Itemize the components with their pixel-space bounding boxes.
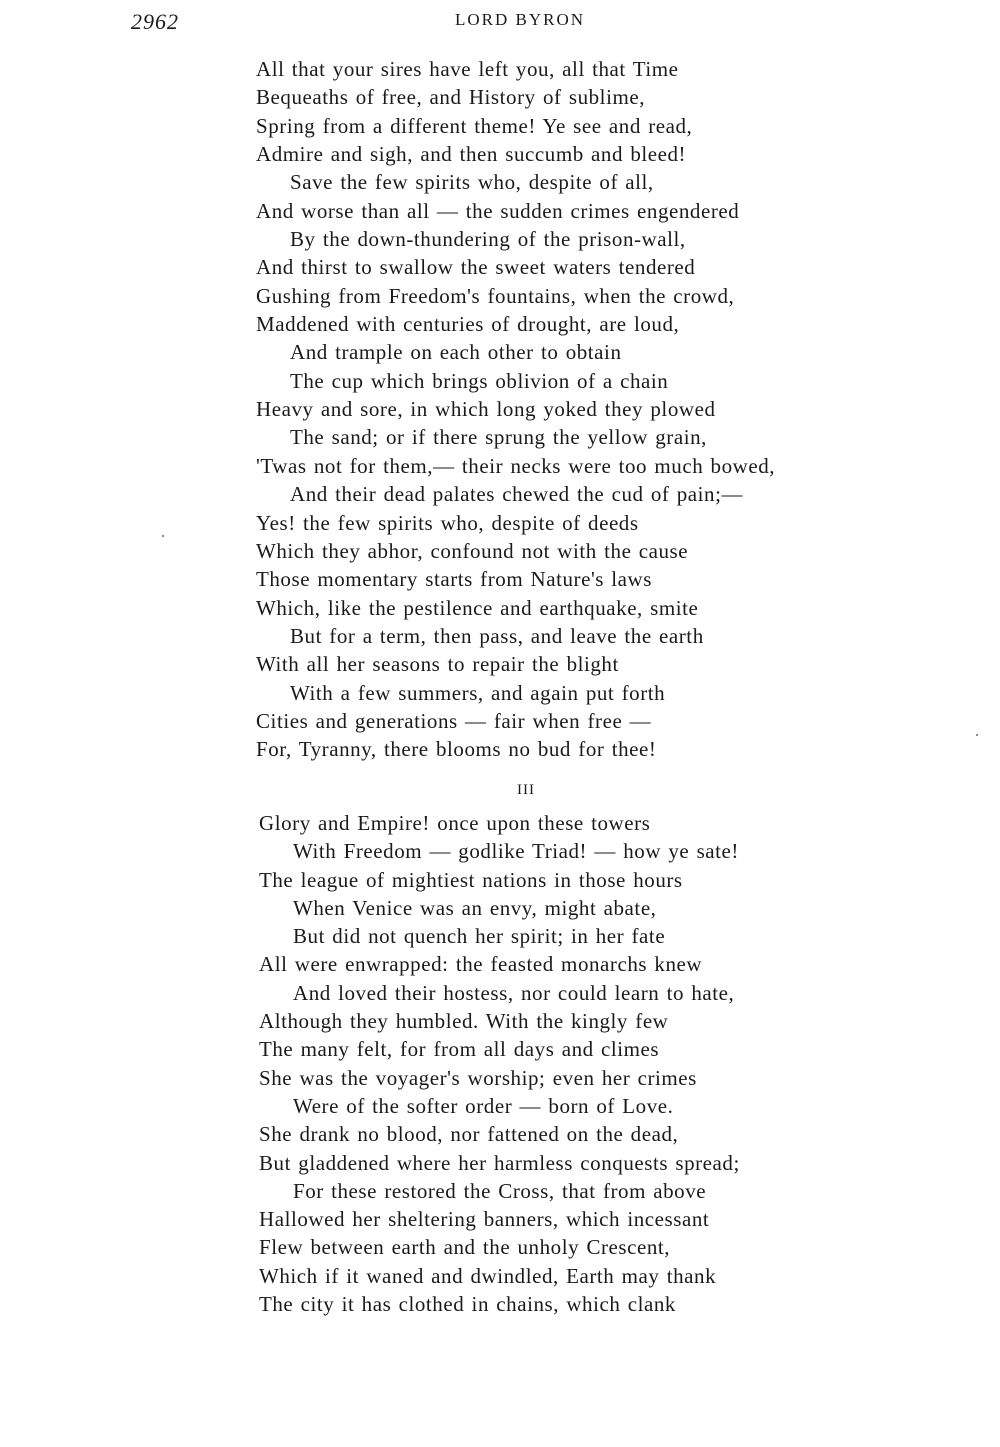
verse-line: Gushing from Freedom's fountains, when the crowd, — [256, 283, 735, 308]
verse-line: But for a term, then pass, and leave the earth — [290, 623, 704, 648]
verse-line: The sand; or if there sprung the yellow grain, — [290, 425, 707, 450]
verse-line: Admire and sigh, and then succumb and bleed! — [256, 142, 687, 167]
verse-line: Yes! the few spirits who, despite of deeds — [256, 510, 639, 535]
verse-line: The cup which brings oblivion of a chain — [290, 368, 669, 393]
verse-line: The city it has clothed in chains, which clank — [259, 1292, 676, 1317]
verse-line: Maddened with centuries of drought, are loud, — [256, 312, 680, 337]
verse-line: The many felt, for from all days and climes — [259, 1037, 660, 1062]
verse-line: But gladdened where her harmless conquests spread; — [259, 1150, 740, 1175]
verse-line: All that your sires have left you, all that Time — [256, 57, 679, 81]
verse-line: Heavy and sore, in which long yoked they plowed — [256, 397, 716, 422]
page-number: 2962 — [131, 9, 179, 34]
verse-line: She drank no blood, nor fattened on the dead, — [259, 1122, 679, 1147]
section-numeral: III — [517, 782, 535, 798]
verse-line: For, Tyranny, there blooms no bud for thee! — [256, 737, 657, 762]
verse-line: Save the few spirits who, despite of all, — [290, 170, 654, 195]
stanza-ii-continued — [256, 55, 775, 764]
verse-line: For these restored the Cross, that from above — [293, 1178, 707, 1203]
running-head: LORD BYRON — [454, 10, 586, 29]
verse-line: Those momentary starts from Nature's laws — [256, 567, 652, 592]
verse-line: All were enwrapped: the feasted monarchs knew — [259, 952, 703, 977]
verse-line: 'Twas not for them,— their necks were too much bowed, — [256, 453, 776, 478]
verse-line: With all her seasons to repair the blight — [256, 652, 619, 677]
verse-line: With a few summers, and again put forth — [290, 680, 666, 705]
verse-line: She was the voyager's worship; even her crimes — [259, 1065, 697, 1090]
verse-line: Hallowed her sheltering banners, which incessant — [259, 1207, 710, 1232]
verse-line: Which, like the pestilence and earthquake, smite — [256, 595, 699, 620]
verse-line: Which they abhor, confound not with the cause — [256, 538, 689, 563]
verse-line: And their dead palates chewed the cud of pain;— — [290, 482, 744, 507]
verse-line: The league of mightiest nations in those hours — [259, 867, 683, 892]
verse-line: And worse than all — the sudden crimes engendered — [256, 198, 740, 223]
verse-line: Spring from a different theme! Ye see and read, — [256, 113, 693, 138]
verse-line: With Freedom — godlike Triad! — how ye sate! — [293, 839, 739, 864]
verse-line: Bequeaths of free, and History of sublime, — [256, 85, 646, 110]
print-speck — [976, 734, 978, 736]
verse-line: By the down-thundering of the prison-wall, — [290, 227, 686, 252]
verse-line: Were of the softer order — born of Love. — [293, 1093, 674, 1118]
verse-line: Which if it waned and dwindled, Earth may thank — [259, 1263, 717, 1288]
verse-line: And trample on each other to obtain — [290, 340, 622, 365]
verse-line: Flew between earth and the unholy Crescent, — [259, 1235, 671, 1260]
verse-line: Cities and generations — fair when free — — [256, 708, 652, 733]
print-speck — [162, 535, 164, 537]
verse-line: Glory and Empire! once upon these towers — [259, 811, 651, 835]
stanza-iii — [259, 809, 740, 1318]
verse-line: And loved their hostess, nor could learn to hate, — [293, 980, 735, 1005]
verse-line: When Venice was an envy, might abate, — [293, 895, 657, 920]
verse-line: But did not quench her spirit; in her fate — [293, 924, 666, 949]
verse-line: Although they humbled. With the kingly few — [259, 1009, 669, 1034]
verse-line: And thirst to swallow the sweet waters tendered — [256, 255, 696, 280]
